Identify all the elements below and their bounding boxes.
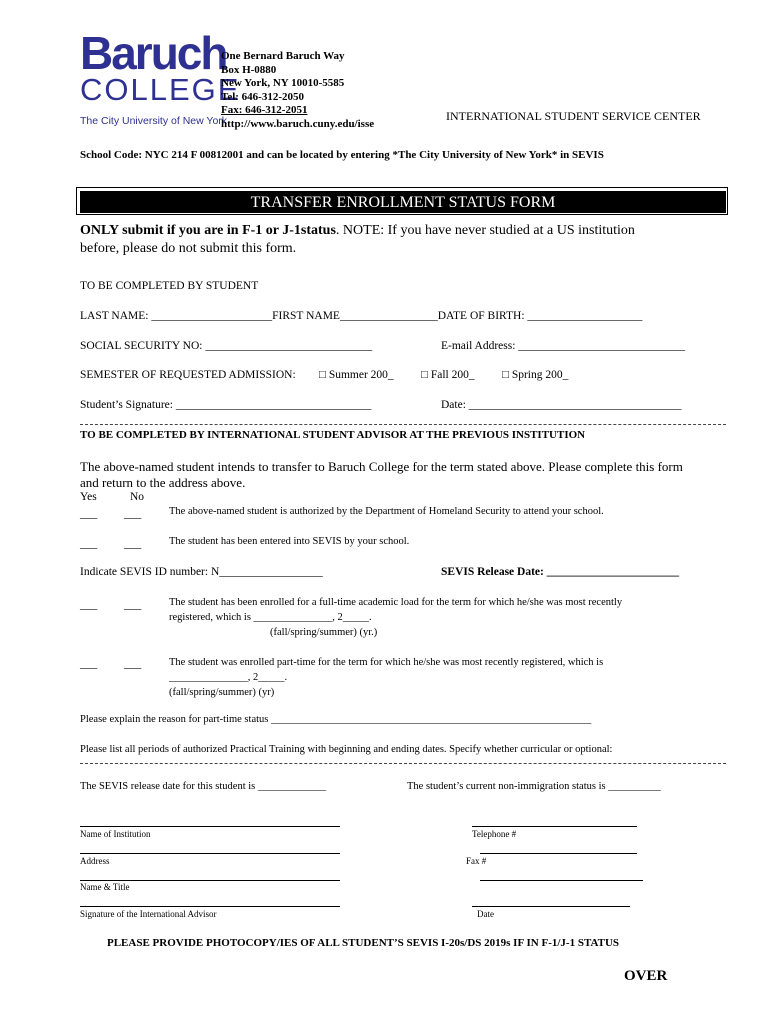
section-divider <box>80 424 726 425</box>
student-date-field[interactable]: Date: _____________________________________ <box>441 399 682 411</box>
question-line: The student was enrolled part-time for the term for which he/she was most recently registered, which is <box>169 657 604 668</box>
training-entry-line[interactable] <box>80 763 726 764</box>
advisor-section-heading: TO BE COMPLETED BY INTERNATIONAL STUDENT ADVISOR AT THE PREVIOUS INSTITUTION <box>80 429 586 441</box>
telephone-line[interactable] <box>472 826 637 827</box>
semester-label: SEMESTER OF REQUESTED ADMISSION: <box>80 369 296 381</box>
institution-label: Name of Institution <box>80 829 151 839</box>
advisor-signature-label: Signature of the International Advisor <box>80 909 217 919</box>
yes-blank[interactable]: ___ <box>80 538 98 550</box>
photocopy-instruction: PLEASE PROVIDE PHOTOCOPY/IES OF ALL STUDENT’S SEVIS I-20s/DS 2019s IF IN F-1/J-1 STATUS <box>107 937 620 949</box>
yes-blank[interactable]: ___ <box>80 508 98 520</box>
checkbox-icon[interactable]: □ <box>502 369 509 381</box>
eligibility-bold: ONLY submit if you are in F-1 or J-1status <box>80 223 336 238</box>
name-dob-fields[interactable]: LAST NAME: _____________________FIRST NAME_________________DATE OF BIRTH: ____________________ <box>80 310 643 322</box>
term-year-field[interactable]: _______________, 2_____. <box>169 672 288 683</box>
yes-blank[interactable]: ___ <box>80 658 98 670</box>
eligibility-line2: before, please do not submit this form. <box>80 241 297 256</box>
question-sevis-entered: The student has been entered into SEVIS by your school. <box>169 536 410 547</box>
checkbox-icon[interactable]: □ <box>421 369 428 381</box>
address-block <box>221 50 374 132</box>
question-line: The student has been enrolled for a full-time academic load for the term for which he/she was most recently <box>169 597 623 608</box>
term-year-hint: (fall/spring/summer) (yr) <box>169 687 275 698</box>
question-full-time <box>169 595 622 640</box>
website-link[interactable]: http://www.baruch.cuny.edu/isse <box>221 117 375 130</box>
intent-line: The above-named student intends to transfer to Baruch College for the term stated above. Please complete this form <box>80 459 683 474</box>
part-time-reason-field[interactable]: Please explain the reason for part-time status _____________________________________________________________ <box>80 714 592 725</box>
address-line: Tel: 646-312-2050 <box>221 90 305 103</box>
student-signature-field[interactable]: Student’s Signature: __________________________________ <box>80 399 372 411</box>
address-line: Box H-0880 <box>221 63 277 76</box>
no-header: No <box>130 491 145 503</box>
no-blank[interactable]: ___ <box>124 599 142 611</box>
form-title: TRANSFER ENROLLMENT STATUS FORM <box>80 191 726 213</box>
no-blank[interactable]: ___ <box>124 538 142 550</box>
summer-option[interactable] <box>319 369 394 381</box>
practical-training-label: Please list all periods of authorized Practical Training with beginning and ending dates. Specify whether curricular or optional: <box>80 744 613 755</box>
question-part-time <box>169 655 603 700</box>
spring-label: Spring 200_ <box>511 369 569 381</box>
name-title-line[interactable] <box>80 880 340 881</box>
yes-blank[interactable]: ___ <box>80 599 98 611</box>
fax-line[interactable] <box>480 853 637 854</box>
logo-tagline: The City University of New York <box>80 115 228 127</box>
summer-label: Summer 200_ <box>328 369 394 381</box>
term-year-field[interactable]: registered, which is _______________, 2_____. <box>169 612 372 623</box>
sevis-id-field[interactable]: Indicate SEVIS ID number: N__________________ <box>80 566 323 578</box>
name-title-label: Name & Title <box>80 882 130 892</box>
address-label: Address <box>80 856 110 866</box>
center-name: INTERNATIONAL STUDENT SERVICE CENTER <box>446 109 701 123</box>
email-field[interactable]: E-mail Address: _____________________________ <box>441 340 686 352</box>
intent-paragraph <box>80 459 683 491</box>
sevis-release-field[interactable]: SEVIS Release Date: _______________________ <box>441 566 679 578</box>
question-authorized: The above-named student is authorized by the Department of Homeland Security to attend your school. <box>169 506 604 517</box>
student-section-heading: TO BE COMPLETED BY STUDENT <box>80 280 259 292</box>
address-line: Fax: 646-312-2051 <box>221 104 308 117</box>
no-blank[interactable]: ___ <box>124 658 142 670</box>
checkbox-icon[interactable]: □ <box>319 369 326 381</box>
address-line: One Bernard Baruch Way <box>221 50 345 62</box>
eligibility-rest: . NOTE: If you have never studied at a US institution <box>335 223 635 238</box>
fax-label: Fax # <box>466 856 487 866</box>
baruch-logo-wordmark: Baruch <box>80 27 227 79</box>
blank-line[interactable] <box>480 880 643 881</box>
advisor-date-label: Date <box>477 909 494 919</box>
term-year-hint: (fall/spring/summer) (yr.) <box>270 627 378 638</box>
yes-header: Yes <box>80 491 97 503</box>
fall-label: Fall 200_ <box>430 369 475 381</box>
address-line[interactable] <box>80 853 340 854</box>
eligibility-note <box>80 222 635 258</box>
intent-line: and return to the address above. <box>80 475 246 490</box>
address-line: New York, NY 10010-5585 <box>221 77 345 90</box>
school-code: School Code: NYC 214 F 00812001 and can be located by entering *The City University of New York* in SEVIS <box>80 149 604 161</box>
no-blank[interactable]: ___ <box>124 508 142 520</box>
fall-option[interactable] <box>421 369 475 381</box>
advisor-date-line[interactable] <box>472 906 630 907</box>
over-label: OVER <box>624 968 668 984</box>
college-logo-wordmark: COLLEGE <box>80 72 241 107</box>
ssn-field[interactable]: SOCIAL SECURITY NO: _____________________________ <box>80 340 373 352</box>
non-immigration-status-field[interactable]: The student’s current non-immigration status is __________ <box>407 781 661 792</box>
telephone-label: Telephone # <box>472 829 517 839</box>
release-date-field[interactable]: The SEVIS release date for this student is _____________ <box>80 781 327 792</box>
institution-line[interactable] <box>80 826 340 827</box>
advisor-signature-line[interactable] <box>80 906 340 907</box>
spring-option[interactable] <box>502 369 568 381</box>
